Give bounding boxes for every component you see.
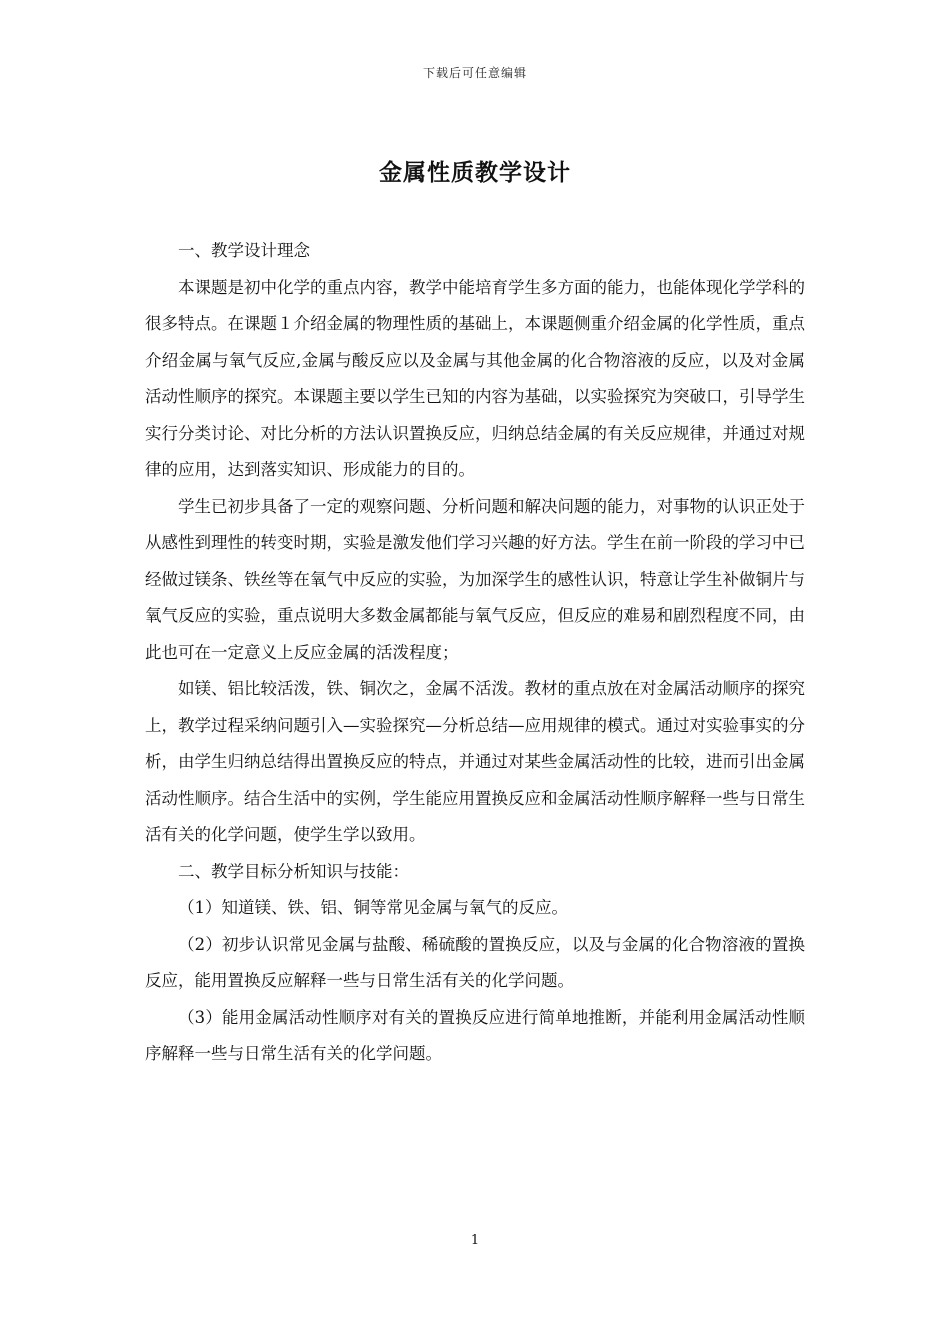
list-item: （1）知道镁、铁、铝、铜等常见金属与氧气的反应。 bbox=[178, 898, 568, 917]
list-item: （3）能用金属活动性顺序对有关的置换反应进行简单地推断，并能利用金属活动性顺序解释一些与日常生活有关的化学问题。 bbox=[145, 1007, 805, 1063]
section-heading-1: 一、教学设计理念 bbox=[178, 241, 310, 260]
section-heading-2: 二、教学目标分析知识与技能： bbox=[178, 861, 409, 881]
page-header: 下载后可任意编辑 bbox=[422, 66, 527, 80]
document-body bbox=[145, 233, 805, 1073]
body-paragraph: 学生已初步具备了一定的观察问题、分析问题和解决问题的能力，对事物的认识正处于从感性到理性的转变时期，实验是激发他们学习兴趣的好方法。学生在前一阶段的学习中已经做过镁条、铁丝等在氧气中反应的实验，为加深学生的感性认识，特意让学生补做铜片与氧气反应的实验，重点说明大多数金属都能与氧气反应，但反应的难易和剧烈程度不同，由此也可在一定意义上反应金属的活泼程度； bbox=[145, 496, 805, 662]
body-paragraph: 本课题是初中化学的重点内容，教学中能培育学生多方面的能力，也能体现化学学科的很多特点。在课题１介绍金属的物理性质的基础上，本课题侧重介绍金属的化学性质，重点介绍金属与氧气反应,金属与酸反应以及金属与其他金属的化合物溶液的反应，以及对金属活动性顺序的探究。本课题主要以学生已知的内容为基础，以实验探究为突破口，引导学生实行分类讨论、对比分析的方法认识置换反应，归纳总结金属的有关反应规律，并通过对规律的应用，达到落实知识、形成能力的目的。 bbox=[145, 277, 805, 479]
list-item: （2）初步认识常见金属与盐酸、稀硫酸的置换反应，以及与金属的化合物溶液的置换反应，能用置换反应解释一些与日常生活有关的化学问题。 bbox=[145, 934, 805, 990]
document-title: 金属性质教学设计 bbox=[379, 159, 571, 186]
page-number: 1 bbox=[470, 1233, 480, 1248]
body-paragraph: 如镁、铝比较活泼，铁、铜次之，金属不活泼。教材的重点放在对金属活动顺序的探究上，教学过程采纳问题引入—实验探究—分析总结—应用规律的模式。通过对实验事实的分析，由学生归纳总结得出置换反应的特点，并通过对某些金属活动性的比较，进而引出金属活动性顺序。结合生活中的实例，学生能应用置换反应和金属活动性顺序解释一些与日常生活有关的化学问题，使学生学以致用。 bbox=[145, 679, 805, 844]
